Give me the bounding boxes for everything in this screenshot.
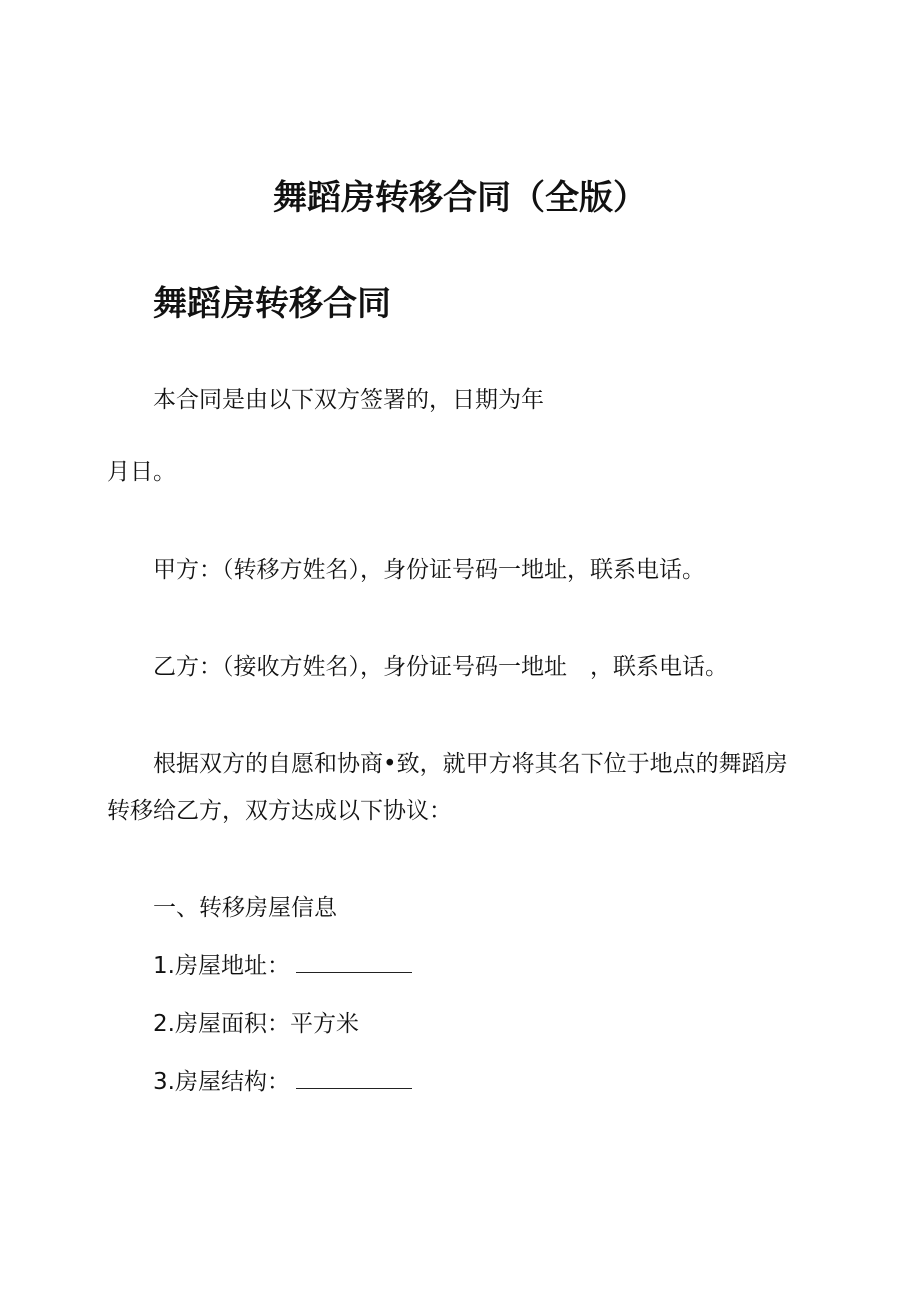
item-house-area bbox=[153, 1009, 359, 1039]
purpose-line-1: 根据双方的自愿和协商•致，就甲方将其名下位于地点的舞蹈房 bbox=[153, 751, 788, 777]
intro-line-2: 月日。 bbox=[107, 459, 176, 485]
item-label: .房屋面积：平方米 bbox=[167, 1011, 359, 1037]
address-blank-line bbox=[296, 952, 412, 973]
item-label: .房屋结构： bbox=[167, 1069, 290, 1095]
item-house-structure bbox=[153, 1067, 412, 1097]
item-label: .房屋地址： bbox=[167, 953, 290, 979]
structure-blank-line bbox=[296, 1068, 412, 1089]
item-number: 3 bbox=[153, 1069, 168, 1095]
item-number: 2 bbox=[153, 1011, 168, 1037]
item-number: 1 bbox=[153, 953, 168, 979]
contract-heading: 舞蹈房转移合同 bbox=[153, 284, 391, 324]
document-title: 舞蹈房转移合同（全版） bbox=[273, 178, 647, 218]
party-b-line: 乙方：（接收方姓名），身份证号码一地址 ，联系电话。 bbox=[153, 654, 728, 680]
item-house-address bbox=[153, 951, 412, 981]
party-a-line: 甲方：（转移方姓名），身份证号码一地址，联系电话。 bbox=[153, 557, 705, 583]
section-1-heading: 一、转移房屋信息 bbox=[153, 895, 337, 921]
purpose-line-2: 转移给乙方，双方达成以下协议： bbox=[107, 798, 452, 824]
intro-line-1: 本合同是由以下双方签署的，日期为年 bbox=[153, 387, 544, 413]
